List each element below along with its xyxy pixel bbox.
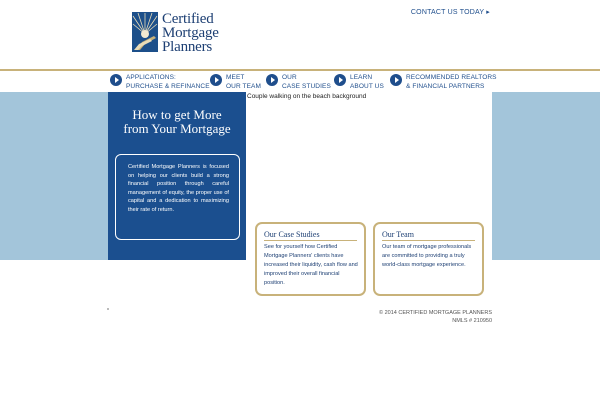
nav-label-line1: RECOMMENDED REALTORS: [406, 74, 497, 81]
nav-label: [226, 73, 261, 91]
sunrise-stairs-logo-icon: [132, 12, 158, 52]
nav-label-line2: PURCHASE & REFINANCE: [126, 83, 210, 90]
case-studies-card[interactable]: [255, 222, 366, 296]
footer: [379, 309, 492, 325]
contact-us-link[interactable]: CONTACT US TODAY ▸: [410, 9, 490, 16]
intro-text: Certified Mortgage Planners is focused on helping our clients build a strong financial position through careful management of equity, the proper use of capital and a dedication to maximizing their rate of return.: [128, 164, 229, 213]
brand-name: [162, 12, 219, 54]
play-arrow-icon: [266, 74, 278, 86]
nav-label-line1: MEET: [226, 74, 245, 81]
nav-label-line1: LEARN: [350, 74, 373, 81]
play-arrow-icon: [390, 74, 402, 86]
card-title: Our Team: [382, 230, 414, 239]
hero-image-alt-text: Couple walking on the beach background: [247, 93, 367, 100]
hero-title-line2: from Your Mortgage: [123, 121, 231, 136]
nav-label-line2: OUR TEAM: [226, 83, 261, 90]
header-divider: [0, 69, 600, 71]
hero-title: [108, 108, 246, 136]
nav-label-line1: OUR: [282, 74, 297, 81]
card-title: Our Case Studies: [264, 230, 320, 239]
intro-box: [115, 154, 240, 240]
card-text: See for yourself how Certified Mortgage Planners' clients have increased their liquidity, cash flow and improved their overall financial position.: [264, 244, 358, 286]
card-divider: [264, 240, 357, 241]
play-arrow-icon: [210, 74, 222, 86]
nmls-text: NMLS # 210950: [452, 318, 492, 324]
logo[interactable]: [132, 12, 232, 56]
card-text: Our team of mortgage professionals are committed to providing a truly world-class mortgage experience.: [382, 244, 472, 268]
nav-label-line2: ABOUT US: [350, 83, 384, 90]
nav-label-line1: APPLICATIONS:: [126, 74, 176, 81]
nav-label: [350, 73, 384, 91]
nav-label: [126, 73, 210, 91]
play-arrow-icon: [334, 74, 346, 86]
brand-name-line2: Mortgage: [162, 25, 219, 41]
decorative-dot: [107, 308, 109, 310]
play-arrow-icon: [110, 74, 122, 86]
nav-label: [406, 73, 497, 91]
main-nav: [108, 72, 497, 92]
brand-name-line1: Certified: [162, 11, 214, 27]
nav-label-line2: CASE STUDIES: [282, 83, 331, 90]
nav-label-line2: & FINANCIAL PARTNERS: [406, 83, 485, 90]
hero-panel: [108, 92, 246, 260]
our-team-card[interactable]: [373, 222, 484, 296]
brand-name-line3: Planners: [162, 39, 213, 55]
nav-label: [282, 73, 331, 91]
card-divider: [382, 240, 475, 241]
hero-title-line1: How to get More: [132, 107, 222, 122]
copyright-text: © 2014 CERTIFIED MORTGAGE PLANNERS: [379, 310, 492, 316]
